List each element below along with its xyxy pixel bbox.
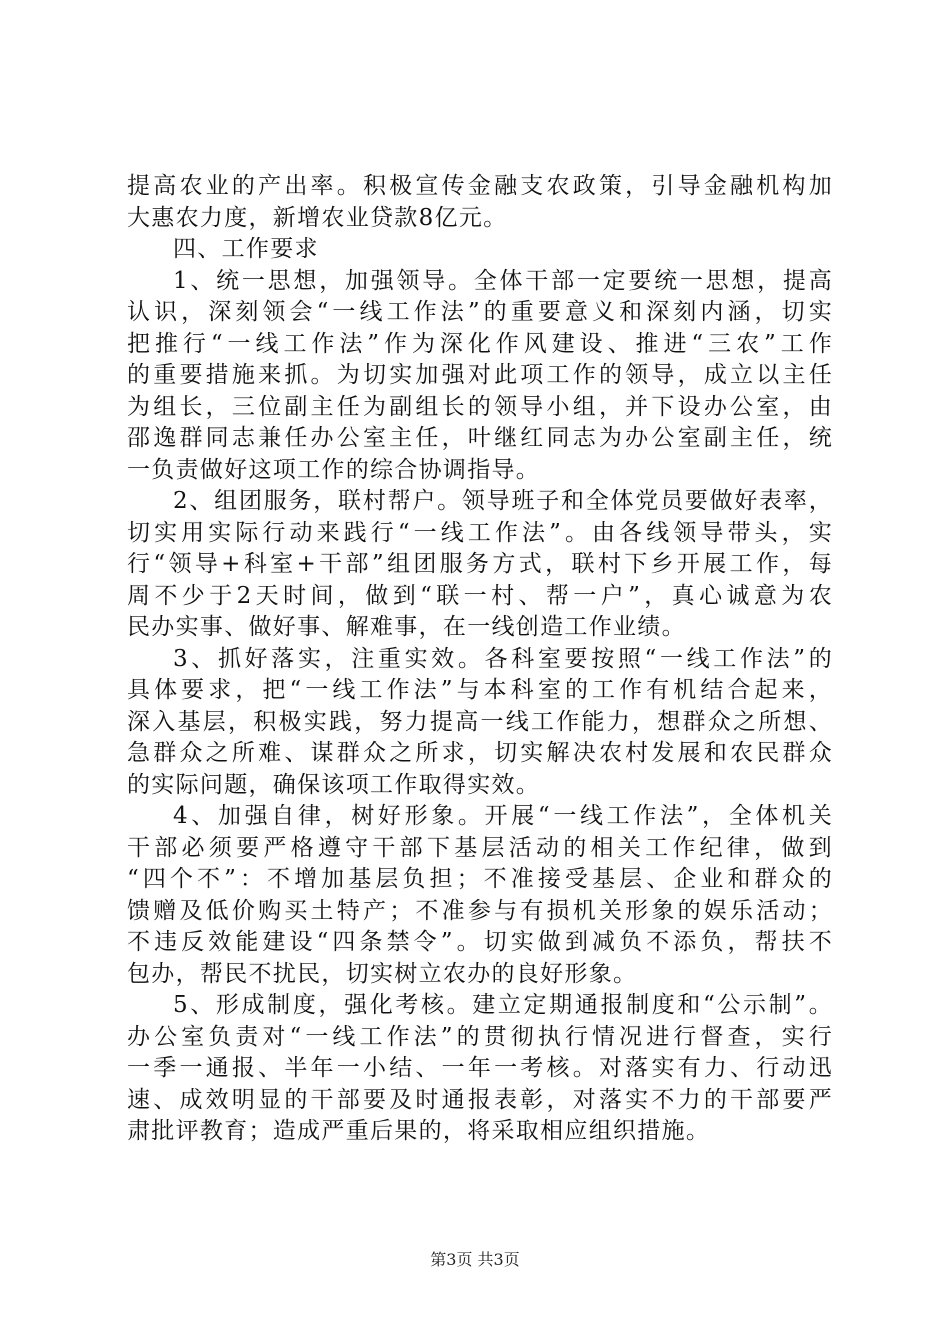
text-line: 的实际问题，确保该项工作取得实效。 [127, 771, 541, 798]
text-line: 提高农业的产出率。积极宣传金融支农政策，引导金融机构加 [127, 173, 833, 199]
text-line: 3、抓好落实，注重实效。各科室要按照“一线工作法”的 [173, 645, 833, 672]
text-line: “四个不”：不增加基层负担；不准接受基层、企业和群众的 [127, 866, 833, 892]
text-line: 不违反效能建设“四条禁令”。切实做到减负不添负，帮扶不 [127, 929, 833, 955]
text-line: 大惠农力度，新增农业贷款8亿元。 [127, 204, 508, 231]
text-line: 深入基层，积极实践，努力提高一线工作能力，想群众之所想、 [127, 708, 833, 735]
page-footer: 第3页 共3页 [430, 1250, 520, 1269]
text-line: 干部必须要严格遵守干部下基层活动的相关工作纪律，做到 [127, 834, 833, 861]
text-line: 4、加强自律，树好形象。开展“一线工作法”，全体机关 [173, 803, 833, 829]
text-line: 邵逸群同志兼任办公室主任，叶继红同志为办公室副主任，统 [127, 425, 833, 451]
text-line: 包办，帮民不扰民，切实树立农办的良好形象。 [127, 960, 638, 987]
text-line: 具体要求，把“一线工作法”与本科室的工作有机结合起来， [127, 677, 833, 703]
text-line: 切实用实际行动来践行“一线工作法”。由各线领导带头，实 [127, 519, 833, 546]
text-line: 1、统一思想，加强领导。全体干部一定要统一思想，提高 [173, 267, 833, 294]
text-line: 把推行“一线工作法”作为深化作风建设、推进“三农”工作 [127, 330, 833, 357]
document-body [127, 171, 833, 1148]
text-line: 速、成效明显的干部要及时通报表彰，对落实不力的干部要严 [127, 1086, 833, 1113]
text-line: 民办实事、做好事、解难事，在一线创造工作业绩。 [127, 614, 686, 640]
text-line: 周不少于2天时间，做到“联一村、帮一户”，真心诚意为农 [127, 582, 833, 609]
text-line: 2、组团服务，联村帮户。领导班子和全体党员要做好表率， [173, 488, 833, 514]
text-line: 馈赠及低价购买土特产；不准参与有损机关形象的娱乐活动； [127, 897, 833, 924]
text-line: 肃批评教育；造成严重后果的，将采取相应组织措施。 [127, 1118, 711, 1144]
text-line: 认识，深刻领会“一线工作法”的重要意义和深刻内涵，切实 [127, 299, 833, 325]
text-line: 一负责做好这项工作的综合协调指导。 [127, 456, 541, 483]
text-line: 办公室负责对“一线工作法”的贯彻执行情况进行督查，实行 [127, 1023, 833, 1050]
text-line: 急群众之所难、谋群众之所求，切实解决农村发展和农民群众 [127, 740, 833, 766]
text-line: 四、工作要求 [173, 236, 319, 262]
text-line: 一季一通报、半年一小结、一年一考核。对落实有力、行动迅 [127, 1055, 833, 1081]
text-line: 行“领导+科室+干部”组团服务方式，联村下乡开展工作，每 [127, 551, 833, 577]
text-line: 5、形成制度，强化考核。建立定期通报制度和“公示制”。 [173, 992, 833, 1018]
text-line: 的重要措施来抓。为切实加强对此项工作的领导，成立以主任 [127, 362, 833, 388]
text-line: 为组长，三位副主任为副组长的领导小组，并下设办公室，由 [127, 393, 833, 420]
